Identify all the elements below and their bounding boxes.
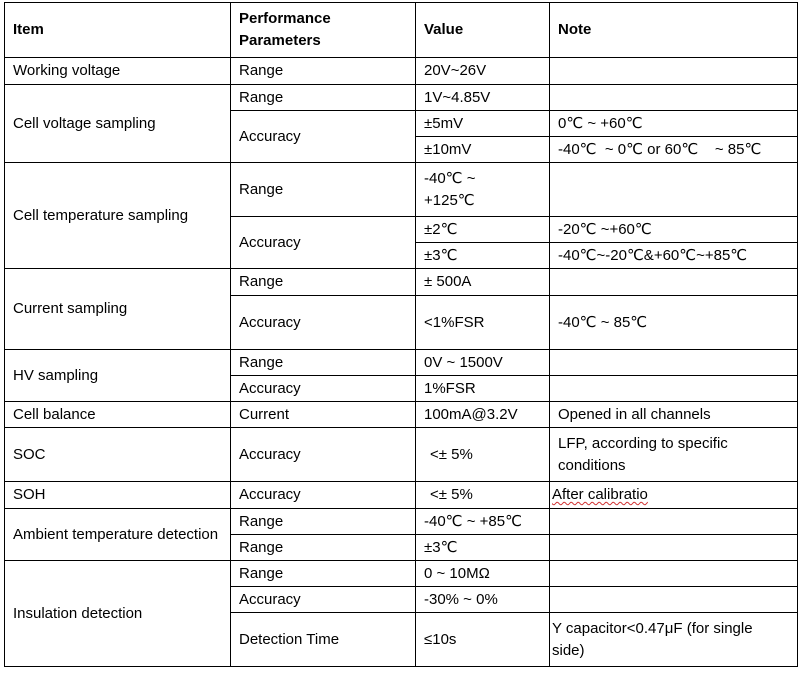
table-row xyxy=(5,163,798,217)
param-cell: Range xyxy=(231,561,416,587)
item-working-voltage: Working voltage xyxy=(5,58,231,85)
note-cell xyxy=(550,509,798,535)
value-cell: 0V ~ 1500V xyxy=(416,350,550,376)
item-soh: SOH xyxy=(5,482,231,509)
header-value: Value xyxy=(416,3,550,58)
param-cell: Accuracy xyxy=(231,111,416,163)
note-cell xyxy=(550,269,798,296)
item-soc: SOC xyxy=(5,428,231,482)
note-cell: Y capacitor<0.47μF (for single side) xyxy=(550,613,798,667)
table-row xyxy=(5,428,798,482)
note-cell xyxy=(550,376,798,402)
value-cell: ≤10s xyxy=(416,613,550,667)
param-cell: Range xyxy=(231,163,416,217)
param-cell: Range xyxy=(231,509,416,535)
header-item: Item xyxy=(5,3,231,58)
param-cell: Accuracy xyxy=(231,587,416,613)
table-row xyxy=(5,85,798,111)
value-cell: 100mA@3.2V xyxy=(416,402,550,428)
value-cell: ± 500A xyxy=(416,269,550,296)
param-cell: Accuracy xyxy=(231,376,416,402)
header-performance: Performance Parameters xyxy=(231,3,416,58)
param-cell: Range xyxy=(231,58,416,85)
note-cell: -40℃~-20℃&+60℃~+85℃ xyxy=(550,243,798,269)
value-cell: <1%FSR xyxy=(416,296,550,350)
param-cell: Accuracy xyxy=(231,217,416,269)
note-cell: LFP, according to specific conditions xyxy=(550,428,798,482)
param-cell: Range xyxy=(231,350,416,376)
value-cell: <± 5% xyxy=(416,482,550,509)
table-row xyxy=(5,402,798,428)
param-cell: Range xyxy=(231,535,416,561)
param-cell: Current xyxy=(231,402,416,428)
value-cell: 0 ~ 10MΩ xyxy=(416,561,550,587)
note-cell xyxy=(550,535,798,561)
note-cell: -40℃ ~ 0℃ or 60℃ ~ 85℃ xyxy=(550,137,798,163)
item-hv: HV sampling xyxy=(5,350,231,402)
table-row xyxy=(5,269,798,296)
table-row xyxy=(5,482,798,509)
table-row xyxy=(5,509,798,535)
param-cell: Accuracy xyxy=(231,482,416,509)
note-text: After calibratio xyxy=(552,486,648,503)
note-cell: -20℃ ~+60℃ xyxy=(550,217,798,243)
value-cell: <± 5% xyxy=(416,428,550,482)
table-row xyxy=(5,58,798,85)
note-cell xyxy=(550,587,798,613)
item-cell-temperature: Cell temperature sampling xyxy=(5,163,231,269)
note-cell xyxy=(550,350,798,376)
note-cell: -40℃ ~ 85℃ xyxy=(550,296,798,350)
value-cell: ±2℃ xyxy=(416,217,550,243)
value-cell: 1%FSR xyxy=(416,376,550,402)
value-cell: ±3℃ xyxy=(416,243,550,269)
header-note: Note xyxy=(550,3,798,58)
param-cell: Detection Time xyxy=(231,613,416,667)
param-cell: Range xyxy=(231,269,416,296)
param-cell: Accuracy xyxy=(231,428,416,482)
table-row xyxy=(5,561,798,587)
note-cell xyxy=(550,58,798,85)
value-cell: 1V~4.85V xyxy=(416,85,550,111)
value-cell: ±10mV xyxy=(416,137,550,163)
item-cell-balance: Cell balance xyxy=(5,402,231,428)
note-cell: 0℃ ~ +60℃ xyxy=(550,111,798,137)
note-cell xyxy=(550,85,798,111)
value-cell: ±3℃ xyxy=(416,535,550,561)
item-cell-voltage: Cell voltage sampling xyxy=(5,85,231,163)
table-row xyxy=(5,350,798,376)
param-cell: Range xyxy=(231,85,416,111)
value-cell: 20V~26V xyxy=(416,58,550,85)
value-cell: -40℃ ~ +85℃ xyxy=(416,509,550,535)
note-cell xyxy=(550,561,798,587)
value-cell: -30% ~ 0% xyxy=(416,587,550,613)
note-cell: Opened in all channels xyxy=(550,402,798,428)
note-cell xyxy=(550,163,798,217)
value-cell: ±5mV xyxy=(416,111,550,137)
header-row xyxy=(5,3,798,58)
item-insulation: Insulation detection xyxy=(5,561,231,667)
value-cell: -40℃ ~ +125℃ xyxy=(416,163,550,217)
note-cell xyxy=(550,482,798,509)
param-cell: Accuracy xyxy=(231,296,416,350)
item-current: Current sampling xyxy=(5,269,231,350)
item-ambient: Ambient temperature detection xyxy=(5,509,231,561)
spec-table xyxy=(4,2,798,667)
